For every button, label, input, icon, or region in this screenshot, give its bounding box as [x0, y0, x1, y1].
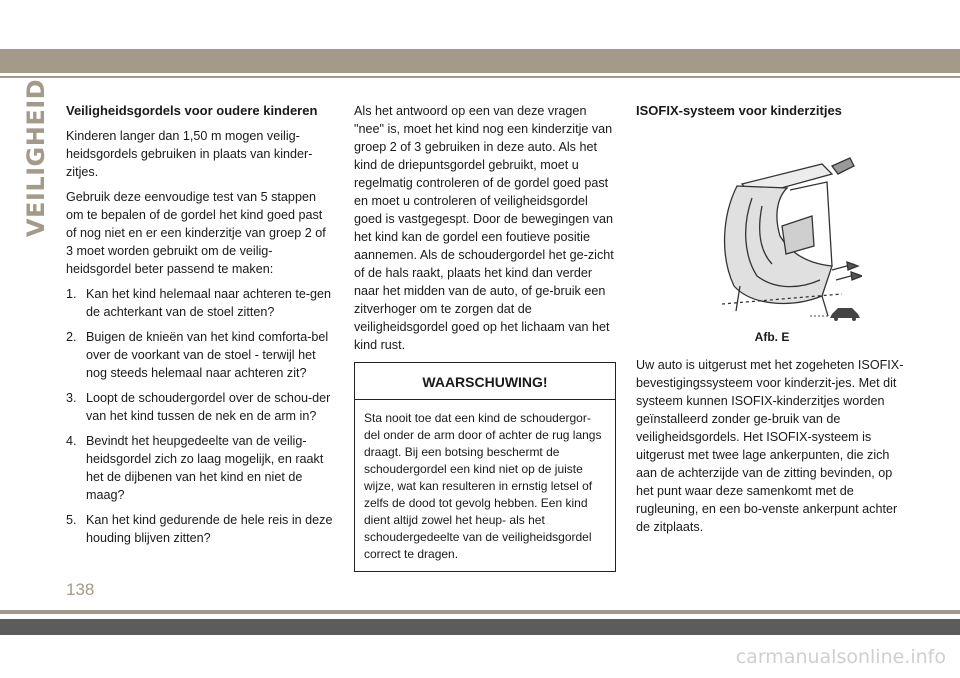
footer-band: [0, 610, 960, 678]
header-band: [0, 0, 960, 77]
footer-stripe: [0, 619, 960, 635]
paragraph: Gebruik deze eenvoudige test van 5 stappen om te bepalen of de gordel het kind goed past of nog niet en er een kinderzitje van groep 2 of 3 moet worden gebruikt om de veilig-heidsgordel beter passend te maken:: [66, 190, 326, 276]
paragraph: Uw auto is uitgerust met het zogeheten ISOFIX-bevestigingssysteem voor kinderzit-jes. Met dit systeem kunnen ISOFIX-kinderzitjes worden geïnstalleerd zonder ge-bruik van de veiligheidsgordels. Het ISOFIX-systeem is uitgerust met twee lage ankerpunten, die zich aan de achterzijde van de zitting bevinden, op het punt waar deze samenkomt met de rugleuning, en een bo-venste ankerpunt achter de zitplaats.: [636, 358, 904, 534]
list-item: 1. Kan het kind helemaal naar achteren te-gen de achterkant van de stoel zitten?: [66, 287, 332, 319]
paragraph: Als het antwoord op een van deze vragen "nee" is, moet het kind nog een kinderzitje van groep 2 of 3 gebruiken in deze auto. Als het kind de driepuntsgordel gebruikt, moet u regelmatig controleren of de gordel goed past en moet u controleren of veiligheidsgordel goed is vastgegespt. Door de bewegingen van het kind kan de gordel een foutieve positie aannemen. Als de schoudergordel het ge-zicht of de hals raakt, plaats het kind dan verder naar het midden van de auto, of ge-bruik een zitverhoger om te zorgen dat de veiligheidsgordel goed op het lichaam van het kind rust.: [354, 104, 614, 352]
warning-title: WAARSCHUWING!: [355, 363, 615, 400]
list-item: 2. Buigen de knieën van het kind comforta-bel over de voorkant van de stoel - terwijl het nog steeds helemaal naar achteren zit?: [66, 330, 329, 380]
paragraph: Kinderen langer dan 1,50 m mogen veilig-heidsgordels gebruiken in plaats van kinder-zitjes.: [66, 129, 313, 179]
list-item: 4. Bevindt het heupgedeelte van de veilig-heidsgordel zich zo laag mogelijk, en raakt het de dijbenen van het kind en niet de maag?: [66, 434, 324, 502]
heading-older-children: Veiligheidsgordels voor oudere kinderen: [66, 103, 318, 118]
watermark: carmanualsonline.info: [735, 646, 946, 668]
header-stripe: [0, 49, 960, 73]
column-3: [636, 102, 908, 543]
footer-rule: [0, 610, 960, 614]
warning-text: Sta nooit toe dat een kind de schoudergor-del onder de arm door of achter de rug langs draagt. Bij een botsing beschermt de schoudergordel een kind niet op de juiste wijze, wat kan resulteren in ernstig letsel of zelfs de dood tot gevolg hebben. Een kind dient altijd zowel het heup- als het schoudergedeelte van de veiligheidsgordel correct te dragen.: [364, 411, 602, 561]
column-2: [354, 102, 616, 572]
list-item: 5. Kan het kind gedurende de hele reis in deze houding blijven zitten?: [66, 513, 333, 545]
figure-caption: Afb. E: [754, 330, 790, 344]
page-number: 138: [66, 580, 95, 599]
header-rule: [0, 76, 960, 78]
column-1: [66, 102, 336, 554]
warning-box: [354, 362, 616, 572]
figure-isofix: [682, 146, 862, 326]
heading-isofix: ISOFIX-systeem voor kinderzitjes: [636, 103, 842, 118]
section-tab: [22, 78, 50, 238]
car-icon: [810, 308, 860, 321]
list-item: 3. Loopt de schoudergordel over de schou-der van het kind tussen de nek en de arm in?: [66, 391, 331, 423]
section-tab-label: VEILIGHEID: [22, 78, 50, 238]
child-seat-illustration: [682, 146, 862, 326]
test-steps-list: [66, 285, 336, 547]
